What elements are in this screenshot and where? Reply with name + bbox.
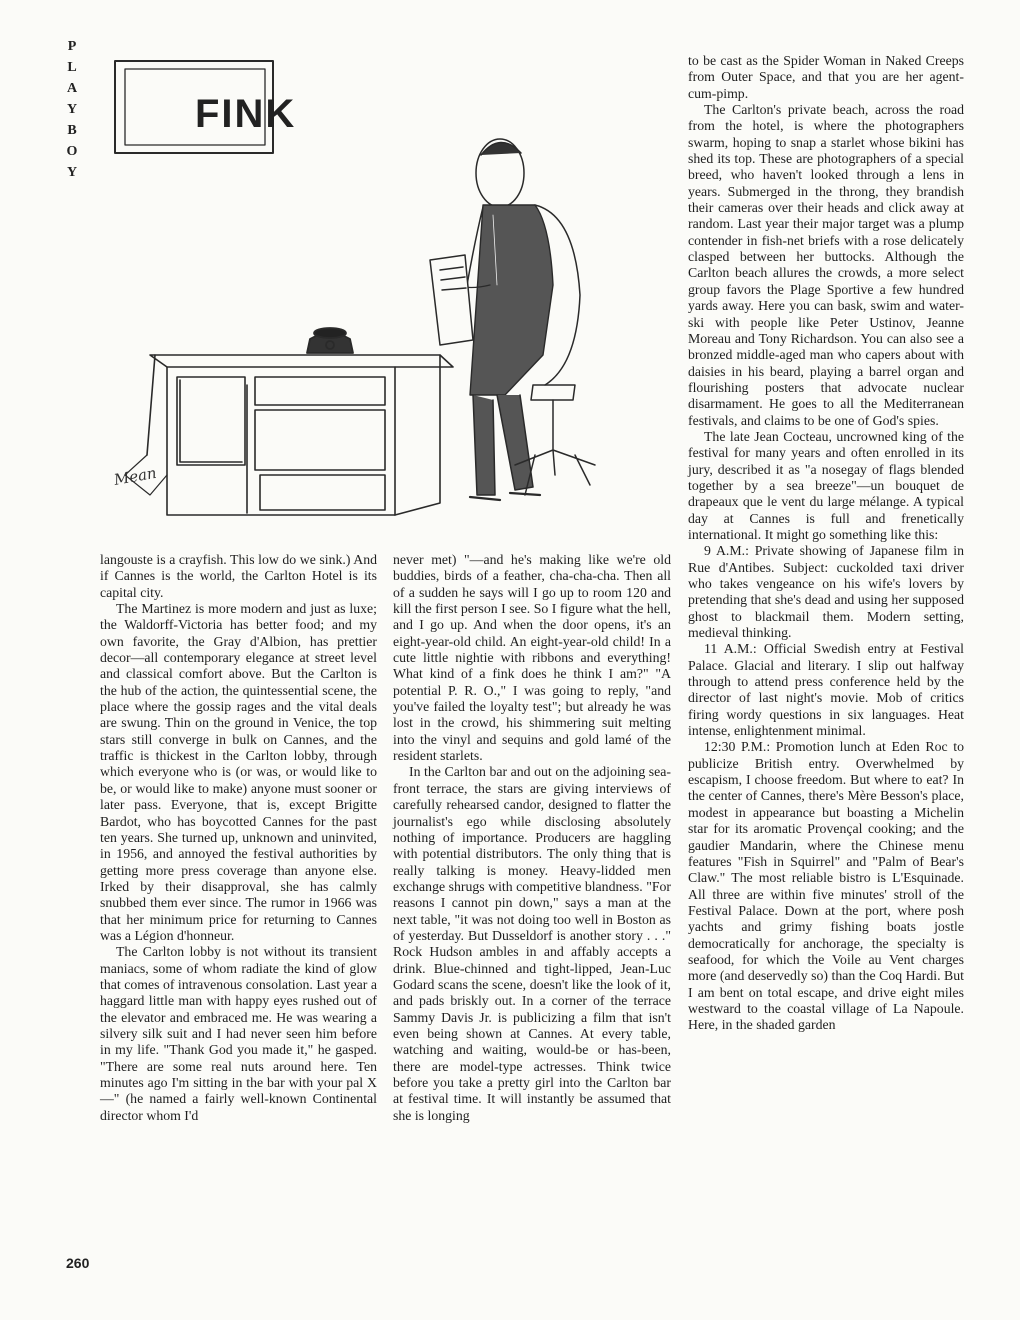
paragraph: The Carlton lobby is not without its transient maniacs, some of whom radiate the kind of glow that comes of intravenous consolation. Last year a haggard little man with happy eyes rushed out of the elevator and embraced me. He was wearing a silvery silk suit and I had never seen him before in my life. "Thank God you made it," he gasped. "There are some real nuts around here. Ten minutes ago I'm sitting in the bar with your pal X—" (he named a fairly well-known Continental director whom I'd [100, 944, 377, 1123]
paragraph: to be cast as the Spider Woman in Naked Creeps from Outer Space, and that you are her agent-cum-pimp. [688, 53, 964, 101]
page-number: 260 [66, 1255, 90, 1271]
masthead-letter: Y [66, 102, 78, 117]
paragraph: langouste is a crayfish. This low do we sink.) And if Cannes is the world, the Carlton Hotel is its capital city. [100, 552, 377, 600]
masthead-letter: P [67, 39, 77, 54]
sign-text: FINK [195, 92, 297, 136]
masthead [58, 36, 86, 183]
masthead-letter: A [66, 81, 78, 96]
paragraph: never met) "—and he's making like we're old buddies, birds of a feather, cha-cha-cha. Then all of a sudden he says will I go up to room 120 and kill the first person I see. So I figure what the hell, and I go up. And when the door opens, it's an eight-year-old child. An eight-year-old child! In a cute little nightie with ribbons and everything! What kind of a fink does he think I am?" "A potential P. R. O.," I was going to reply, "and you've failed the loyalty test"; but already he was lost in the crowd, his shimmering suit melting into the vinyl and sequins and gold lamé of the resident starlets. [393, 552, 671, 764]
text-column-left [100, 552, 377, 1124]
paragraph: The late Jean Cocteau, uncrowned king of the festival for many years and often enrolled in its jury, described it as "a nosegay of flags blended together by a sea breeze"—un bouquet de drapeaux que le vent du large mélange. A typical day at Cannes is full and frenetically international. It might go something like this: [688, 428, 964, 542]
paragraph: 12:30 P.M.: Promotion lunch at Eden Roc to publicize British entry. Overwhelmed by escapism, I choose freedom. But where to eat? In the center of Cannes, there's Mère Besson's place, modest in appearance but boasting a Michelin star for its aromatic Provençal cooking; and the gaudier Mandarin, where the Chinese menu features "Fish in Squirrel" and "Palm of Bear's Claw." The most reliable bistro is L'Esquinade. All three are within five minutes' stroll of the Festival Palace. Down at the port, where posh yachts and grimy fishing boats jostle democratically for anchorage, the specialty is seafood, for which the Voile au Vent charges more (and deservedly so) than the Coq Hardi. But I am bent on total escape, and drive eight miles westward to the coastal village of La Napoule. Here, in the shaded garden [688, 739, 964, 1033]
paragraph: 9 A.M.: Private showing of Japanese film in Rue d'Antibes. Subject: cuckolded taxi driver who takes vengeance on his wife's lovers by pretending that she's dead and using her supposed ghost to blackmail them. Modern setting, medieval thinking. [688, 543, 964, 641]
man-drawing [430, 139, 595, 500]
telephone-drawing [307, 328, 353, 353]
paragraph: 11 A.M.: Official Swedish entry at Festival Palace. Glacial and literary. I slip out halfway through to attend press conference held by the director of last night's movie. Mob of critics firing wordy questions in six languages. Heat intense, enlightenment minimal. [688, 641, 964, 739]
artist-signature: Mean [112, 463, 158, 489]
masthead-letter: Y [66, 165, 78, 180]
paragraph: The Carlton's private beach, across the road from the hotel, is where the photographers swarm, hoping to snap a starlet whose bikini has shed its top. These are photographers of a special breed, who haven't looked through a lens in years. Submerged in the throng, they brandish their cameras over their heads and click away at random. Last year their major target was a plump contender in fish-net briefs with a rose delicately clasped between her buttocks. Although the Carlton beach allures the crowds, a more select group favors the Plage Sportive a few hundred yards away. Here you can bask, swim and water-ski with people like Peter Ustinov, Jeanne Moreau and Tony Richardson. You can also see a bronzed middle-aged man who capers about with daisies in his beard, playing a barrel organ and flourishing posters that advocate nuclear disarmament. He goes to all the Mediterranean festivals, and claims to be one of God's spies. [688, 102, 964, 428]
masthead-letter: L [67, 60, 77, 75]
text-column-right [688, 53, 964, 1034]
paragraph: The Martinez is more modern and just as luxe; the Waldorff-Victoria has better food; and my own favorite, the Gray d'Albion, has prettier decor—all contemporary elegance at street level and classical comfort above. But the Carlton is the hub of the action, the quintessential scene, the place where the gossip rages and the vital deals are swung. Thin on the ground in Venice, the top stars still converge in bulk on Cannes, and the traffic is thickest in the Carlton lobby, through which everyone who is (or was, or would like to be, or would like to make) anyone must sooner or later pass. Everyone, that is, except Brigitte Bardot, who has boycotted Cannes for the past ten years. She turned up, unknown and uninvited, in 1956, and annoyed the festival authorities by getting more press coverage than anyone else. Irked by their disapproval, she has calmly snubbed them ever since. The rumor in 1966 was that her minimum price for returning to Cannes was a Légion d'honneur. [100, 601, 377, 943]
masthead-letter: B [67, 123, 77, 138]
masthead-letter: O [66, 144, 78, 159]
text-column-middle [393, 552, 671, 1124]
paragraph: In the Carlton bar and out on the adjoining sea-front terrace, the stars are giving interviews of carefully rehearsed candor, designed to flatter the journalist's ego while disclosing absolutely nothing of importance. Producers are haggling with potential distributors. The only thing that is really talking is money. Heavy-lidded men exchange shrugs with competitive blandness. "For reasons I cannot pin down," says a man at the next table, "it was not doing too well in Boston as of yesterday. But Dusseldorf is another story . . ." Rock Hudson ambles in and affably accepts a drink. Blue-chinned and tight-lipped, Jean-Luc Godard scans the scene, doesn't like the look of it, and pads briskly out. In a corner of the terrace Sammy Davis Jr. is publicizing a film that isn't even being shown at Cannes. At every table, watching and waiting, would-be or has-been, there are model-type actresses. Think twice before you take a pretty girl into the Carlton bar at festival time. It will instantly be assumed that she is longing [393, 764, 671, 1123]
cartoon-illustration [95, 55, 675, 565]
desk-drawing [125, 355, 453, 515]
